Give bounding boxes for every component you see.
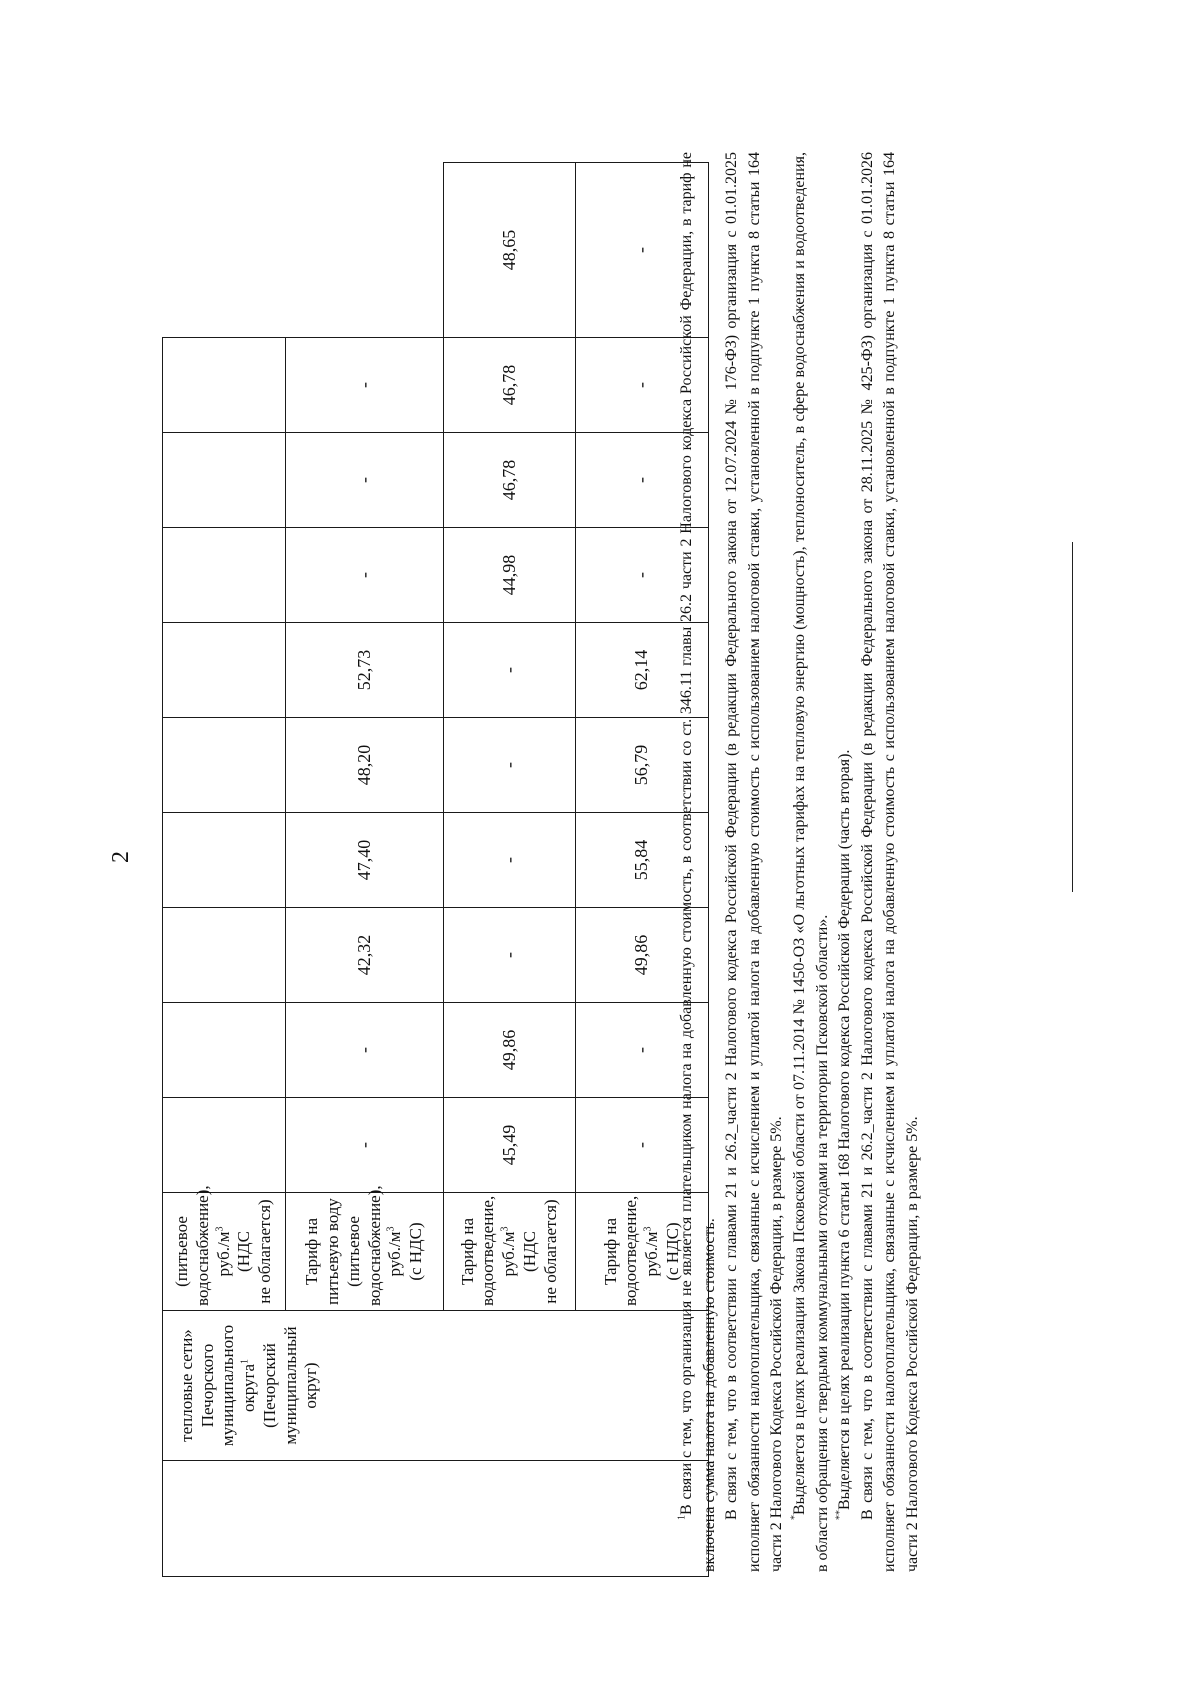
organization-line: муниципального округа bbox=[218, 1324, 259, 1447]
tariff-value: - bbox=[444, 908, 576, 1003]
tariff-label-line: водоснабжение), bbox=[364, 1185, 384, 1306]
tariff-value: 44,98 bbox=[444, 528, 576, 623]
footnote-paragraph bbox=[721, 152, 789, 1572]
unit-superscript: 3 bbox=[642, 1226, 654, 1232]
tariff-value bbox=[163, 338, 286, 433]
tariff-value: 49,86 bbox=[444, 1003, 576, 1098]
tariff-value bbox=[163, 623, 286, 718]
tariff-value: 48,65 bbox=[444, 163, 576, 338]
tariff-label-line: руб./м bbox=[385, 1231, 405, 1277]
tariff-label-line: руб./м bbox=[642, 1231, 661, 1277]
tariff-value bbox=[163, 433, 286, 528]
footnote-paragraph bbox=[834, 152, 857, 1572]
tariff-label-line: (НДС bbox=[519, 1231, 539, 1272]
tariff-label-line: питьевую воду bbox=[323, 1198, 343, 1305]
tariff-value: - bbox=[286, 528, 444, 623]
tariff-label-line: (с НДС) bbox=[405, 1222, 425, 1281]
footnote-text: Выделяется в целях реализации Закона Псковской области от 07.11.2014 № 1450-ОЗ «О льготных тарифах на тепловую энергию (мощность), теплоноситель, в сфере водоснабжения и водоотведения, в области обращения с твердыми коммунальными отходами на территории Псковской области». bbox=[790, 152, 831, 1572]
tariff-value: - bbox=[576, 1098, 709, 1193]
tariff-label-cell bbox=[163, 1185, 286, 1311]
tariff-value: 45,49 bbox=[444, 1098, 576, 1193]
tariff-value: - bbox=[444, 718, 576, 813]
organization-line: муниципальный округ) bbox=[280, 1326, 321, 1445]
tariff-value: - bbox=[286, 1003, 444, 1098]
footnote-mark: 1 bbox=[676, 1515, 688, 1520]
table-row bbox=[163, 163, 286, 1577]
tariff-table bbox=[162, 162, 709, 1577]
footnote-mark: * bbox=[789, 1515, 801, 1520]
tariff-value: 46,78 bbox=[444, 433, 576, 528]
tariff-label-line: (НДС bbox=[234, 1231, 254, 1272]
separator-line bbox=[1072, 542, 1073, 892]
tariff-value: - bbox=[576, 1003, 709, 1098]
tariff-label-line: руб./м bbox=[213, 1231, 233, 1277]
tariff-value: - bbox=[576, 338, 709, 433]
tariff-value bbox=[163, 528, 286, 623]
unit-superscript: 3 bbox=[385, 1226, 397, 1232]
tariff-value: 47,40 bbox=[286, 813, 444, 908]
tariff-value: 62,14 bbox=[576, 623, 709, 718]
tariff-label-line: руб./м bbox=[499, 1231, 519, 1277]
footnote-text: В связи с тем, что организация не является плательщиком налога на добавленную стоимость, в соответствии со ст. 346.11 главы 26.2 части 2 Налогового кодекса Российской Федерации, в тариф не включена сумма налога на добавленную стоимость. bbox=[678, 152, 718, 1572]
tariff-value bbox=[163, 718, 286, 813]
tariff-value: - bbox=[286, 1098, 444, 1193]
tariff-label-cell bbox=[286, 1185, 444, 1311]
tariff-value: 48,20 bbox=[286, 718, 444, 813]
tariff-label-line: Тариф на bbox=[302, 1218, 322, 1286]
tariff-label-cell bbox=[444, 1193, 576, 1311]
footnote-paragraph bbox=[676, 152, 721, 1572]
empty-cell bbox=[163, 1461, 709, 1577]
tariff-value: 46,78 bbox=[444, 338, 576, 433]
footnote-mark: 1 bbox=[239, 1358, 251, 1364]
footnote-mark: ** bbox=[834, 1510, 846, 1520]
tariff-value: - bbox=[286, 338, 444, 433]
organization-line: (Печорский bbox=[259, 1343, 279, 1428]
tariff-label-line: (с НДС) bbox=[662, 1222, 682, 1281]
tariff-label-line: (питьевое bbox=[343, 1216, 363, 1287]
tariff-value: - bbox=[444, 813, 576, 908]
tariff-label-line: водоотведение, bbox=[621, 1195, 641, 1306]
tariff-value bbox=[163, 908, 286, 1003]
tariff-label-line: водоснабжение), bbox=[192, 1185, 212, 1306]
tariff-value: 42,32 bbox=[286, 908, 444, 1003]
tariff-label-line: не облагается) bbox=[255, 1199, 275, 1304]
unit-superscript: 3 bbox=[213, 1226, 225, 1232]
tariff-label-line: водоотведение, bbox=[478, 1195, 498, 1306]
organization-cell bbox=[163, 1311, 709, 1461]
tariff-label-line: Тариф на bbox=[457, 1218, 477, 1286]
tariff-value: - bbox=[576, 163, 709, 338]
tariff-label-line: Тариф на bbox=[600, 1218, 620, 1286]
tariff-value: 55,84 bbox=[576, 813, 709, 908]
tariff-value bbox=[163, 1003, 286, 1098]
tariff-value bbox=[163, 813, 286, 908]
tariff-value: 56,79 bbox=[576, 718, 709, 813]
tariff-value bbox=[163, 1098, 286, 1193]
organization-line: Печорского bbox=[197, 1343, 217, 1428]
footnote-text: В связи с тем, что в соответствии с главами 21 и 26.2_части 2 Налогового кодекса Российской Федерации (в редакции Федерального закона от 28.11.2025 № 425-ФЗ) организация с 01.01.2026 исполняет обязанности налогоплательщика, связанные с исчислением и уплатой налога на добавленную стоимость с использованием налоговой ставки, установленной в подпункте 1 пункта 8 статьи 164 части 2 Налогового Кодекса Российской Федерации, в размере 5%. bbox=[858, 152, 921, 1572]
footnote-paragraph bbox=[789, 152, 834, 1572]
page-number: 2 bbox=[108, 851, 134, 863]
tariff-value: 52,73 bbox=[286, 623, 444, 718]
tariff-value: - bbox=[286, 433, 444, 528]
tariff-value: - bbox=[444, 623, 576, 718]
footnote-paragraph bbox=[857, 152, 925, 1572]
tariff-value: - bbox=[576, 433, 709, 528]
unit-superscript: 3 bbox=[499, 1226, 511, 1232]
tariff-value: - bbox=[576, 528, 709, 623]
footnote-text: Выделяется в целях реализации пункта 6 статьи 168 Налогового кодекса Российской Федерации (часть вторая). bbox=[836, 749, 854, 1510]
tariff-label-line: (питьевое bbox=[172, 1216, 192, 1287]
organization-line: тепловые сети» bbox=[177, 1329, 196, 1442]
footnote-text: В связи с тем, что в соответствии с главами 21 и 26.2_части 2 Налогового кодекса Российской Федерации (в редакции Федерального закона от 12.07.2024 № 176-ФЗ) организация с 01.01.2025 исполняет обязанности налогоплательщика, связанные с исчислением и уплатой налога на добавленную стоимость с использованием налоговой ставки, установленной в подпункте 1 пункта 8 статьи 164 части 2 Налогового Кодекса Российской Федерации, в размере 5%. bbox=[723, 152, 786, 1572]
footnotes bbox=[676, 152, 925, 1572]
tariff-value: 49,86 bbox=[576, 908, 709, 1003]
tariff-label-line: не облагается) bbox=[540, 1199, 560, 1304]
